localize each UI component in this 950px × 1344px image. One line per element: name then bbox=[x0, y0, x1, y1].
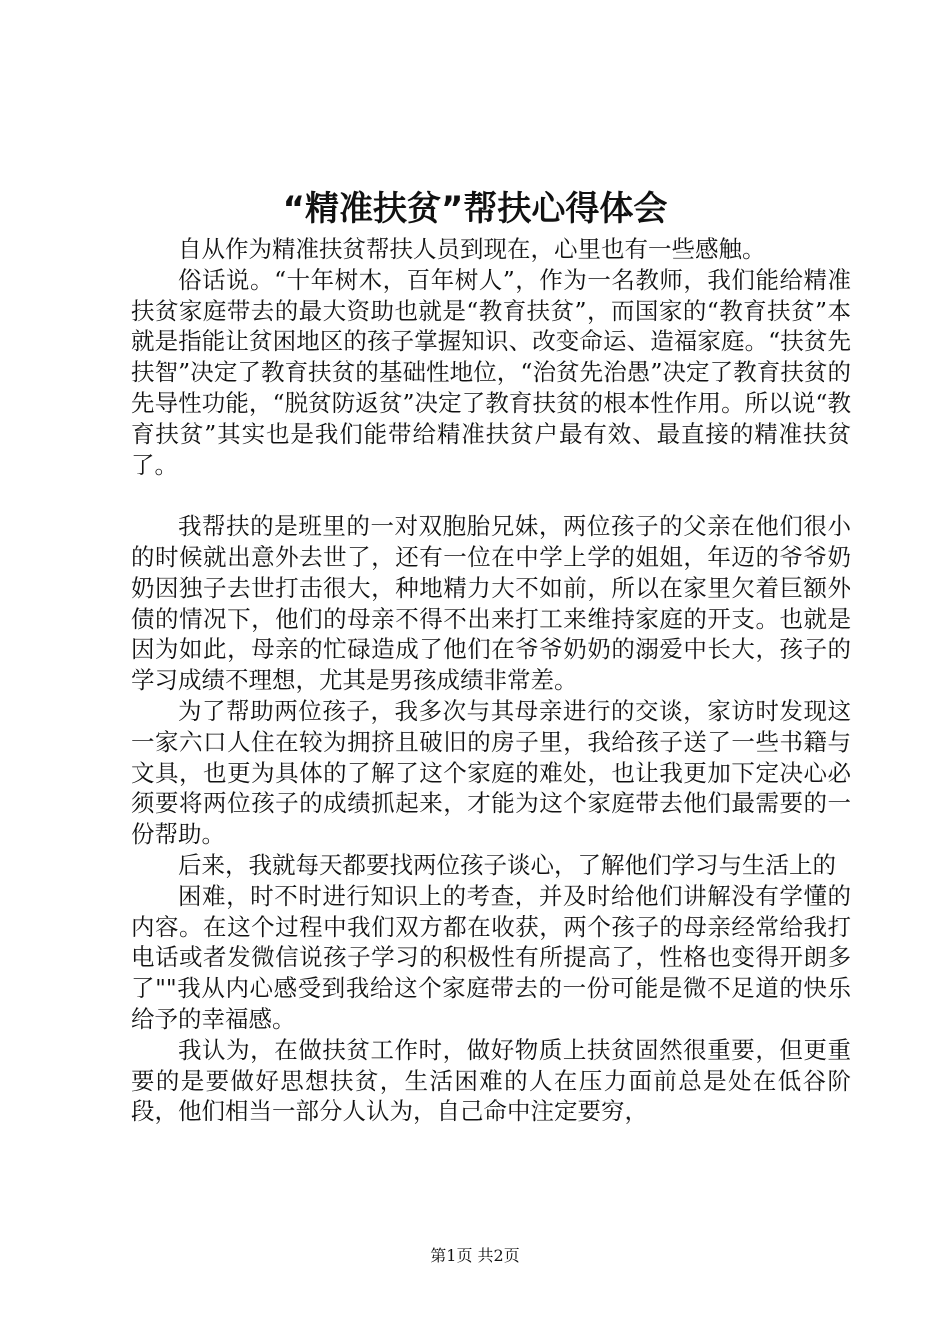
paragraph-mindset: 我认为，在做扶贫工作时，做好物质上扶贫固然很重要，但更重要的是要做好思想扶贫，生活困难的人在压力面前总是处在低谷阶段，他们相当一部分人认为，自己命中注定要穷， bbox=[131, 1035, 851, 1126]
page-number-footer: 第1页 共2页 bbox=[430, 1246, 520, 1265]
paragraph-daily-talks: 后来，我就每天都要找两位孩子谈心，了解他们学习与生活上的 bbox=[178, 850, 836, 879]
page-title: “精准扶贫”帮扶心得体会 bbox=[282, 189, 668, 229]
document-body bbox=[131, 234, 851, 1127]
paragraph-twins-background: 我帮扶的是班里的一对双胞胎兄妹，两位孩子的父亲在他们很小的时候就出意外去世了，还有一位在中学上学的姐姐，年迈的爷爷奶奶因独子去世打击很大，种地精力大不如前，所以在家里欠着巨额外债的情况下，他们的母亲不得不出来打工来维持家庭的开支。也就是因为如此，母亲的忙碌造成了他们在爷爷奶奶的溺爱中长大，孩子的学习成绩不理想，尤其是男孩成绩非常差。 bbox=[131, 512, 851, 695]
paragraph-tutoring: 困难，时不时进行知识上的考查，并及时给他们讲解没有学懂的内容。在这个过程中我们双方都在收获，两个孩子的母亲经常给我打电话或者发微信说孩子学习的积极性有所提高了，性格也变得开朗多了""我从内心感受到我给这个家庭带去的一份可能是微不足道的快乐给予的幸福感。 bbox=[131, 881, 851, 1033]
paragraph-intro: 自从作为精准扶贫帮扶人员到现在，心里也有一些感触。 bbox=[178, 235, 766, 263]
paragraph-home-visit: 为了帮助两位孩子，我多次与其母亲进行的交谈，家访时发现这一家六口人住在较为拥挤且破旧的房子里，我给孩子送了一些书籍与文具，也更为具体的了解了这个家庭的难处，也让我更加下定决心必须要将两位孩子的成绩抓起来，才能为这个家庭带去他们最需要的一份帮助。 bbox=[131, 696, 851, 849]
paragraph-education-poverty: 俗话说。“十年树木，百年树人”，作为一名教师，我们能给精准扶贫家庭带去的最大资助也就是“教育扶贫”，而国家的“教育扶贫”本就是指能让贫困地区的孩子掌握知识、改变命运、造福家庭。“扶贫先扶智”决定了教育扶贫的基础性地位，“治贫先治愚”决定了教育扶贫的先导性功能，“脱贫防返贫”决定了教育扶贫的根本性作用。所以说“教育扶贫”其实也是我们能带给精准扶贫户最有效、最直接的精准扶贫了。 bbox=[131, 265, 851, 479]
paragraph-spacer bbox=[131, 480, 851, 511]
